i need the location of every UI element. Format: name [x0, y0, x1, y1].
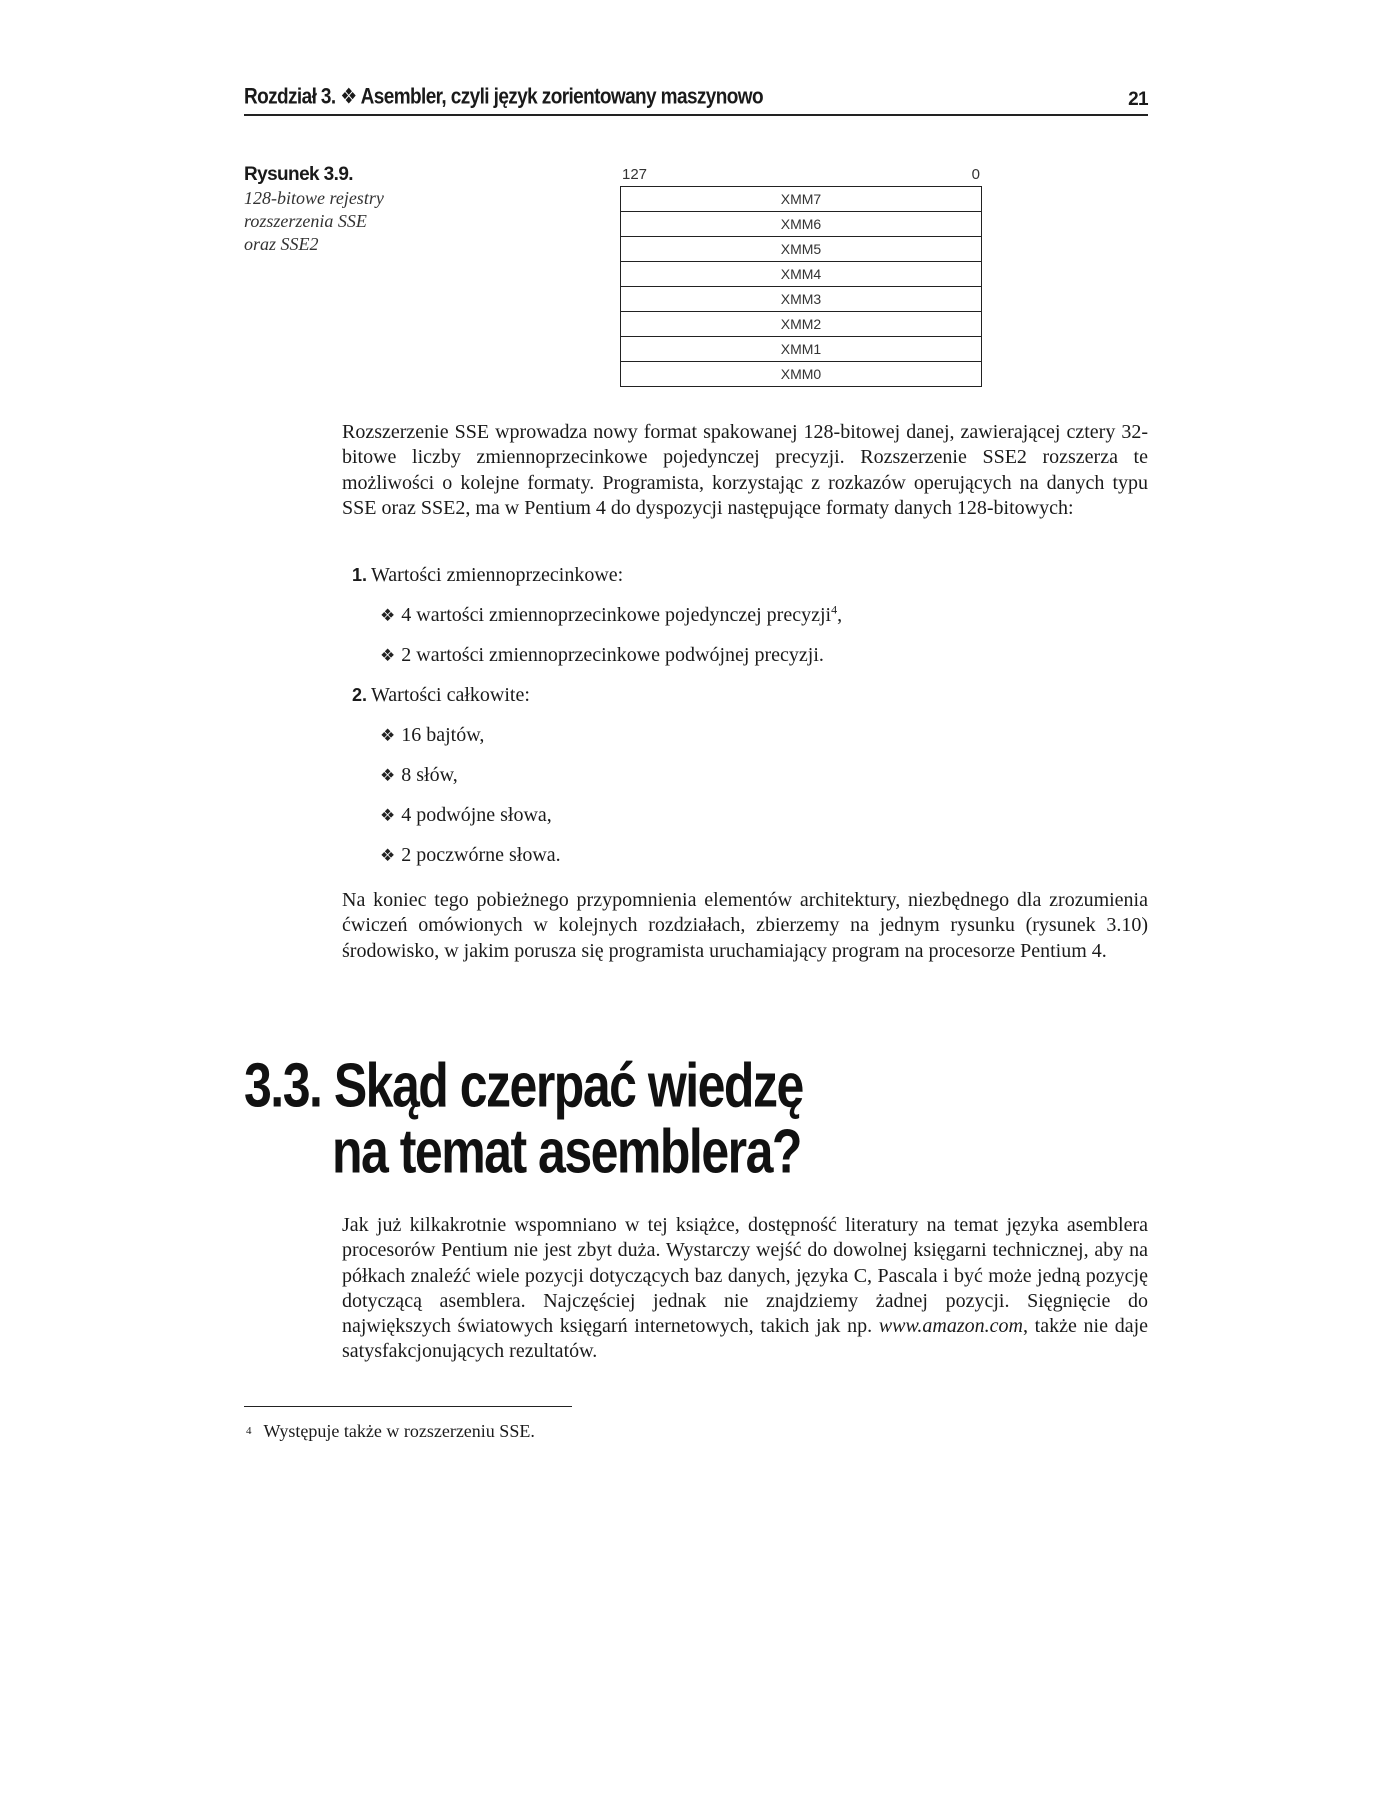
- list-number: 1.: [352, 565, 368, 585]
- body-paragraph: [342, 1213, 1148, 1365]
- footnote-reference: 4: [831, 602, 838, 617]
- diamond-bullet-icon: ❖: [380, 766, 396, 785]
- register-xmm0: XMM0: [780, 366, 822, 382]
- register-stack: [620, 186, 982, 387]
- section-number: 3.3.: [244, 1050, 322, 1120]
- sub-list-item: [380, 843, 561, 868]
- body-paragraph: Rozszerzenie SSE wprowadza nowy format spakowanej 128-bitowej danej, zawierającej cztery 32-bitowe liczby zmiennoprzecinkowe pojedynczej precyzji. Rozszerzenie SSE2 rozszerza te możliwości o kolejne formaty. Programista, korzystając z rozkazów operujących na danych typu SSE oraz SSE2, ma w Pentium 4 do dyspozycji następujące formaty danych 128-bitowych:: [342, 421, 1148, 519]
- sub-list-item: [380, 643, 824, 668]
- list-item-text: Wartości zmiennoprzecinkowe:: [371, 564, 624, 586]
- sub-list-item: [380, 803, 552, 828]
- diamond-bullet-icon: ❖: [380, 806, 396, 825]
- bit-low-label: 0: [971, 166, 980, 183]
- chapter-title: Rozdział 3. ❖ Asembler, czyli język zorientowany maszynowo: [244, 85, 763, 110]
- list-number: 2.: [352, 685, 368, 705]
- register-xmm7: XMM7: [621, 187, 981, 212]
- sub-list-item-text: 2 wartości zmiennoprzecinkowe podwójnej precyzji.: [401, 644, 824, 666]
- sub-list-item-text: 2 poczwórne słowa.: [401, 844, 561, 866]
- section-heading: [244, 1052, 803, 1184]
- section-title-line-2: na temat asemblera?: [332, 1116, 801, 1186]
- list-item-text: Wartości całkowite:: [371, 684, 530, 706]
- register-xmm3: XMM3: [621, 287, 981, 312]
- sub-list-item-text: 4 wartości zmiennoprzecinkowe pojedynczej precyzji: [401, 604, 832, 626]
- diamond-bullet-icon: ❖: [380, 646, 396, 665]
- sub-list-item: [380, 603, 842, 628]
- footnote-mark: 4: [246, 1425, 252, 1437]
- register-xmm1: XMM1: [621, 337, 981, 362]
- diamond-bullet-icon: ❖: [380, 606, 396, 625]
- web-address-link[interactable]: www.amazon.com: [878, 1315, 1023, 1338]
- figure-caption-line: rozszerzenia SSE: [244, 211, 367, 231]
- sub-list-item: [380, 763, 458, 788]
- bit-high-label: 127: [622, 166, 648, 183]
- figure-caption: [244, 163, 444, 256]
- paragraph-text-end: , także nie daje satysfakcjonujących rezultatów.: [342, 1315, 1149, 1363]
- body-paragraph: Na koniec tego pobieżnego przypomnienia elementów architektury, niezbędnego dla zrozumienia ćwiczeń omówionych w kolejnych rozdziałach, zbierzemy na jednym rysunku (rysunek 3.10) środowisko, w jakim porusza się programista uruchamiający program na procesorze Pentium 4.: [342, 889, 1148, 962]
- sub-list-item-text: 16 bajtów,: [401, 724, 485, 746]
- register-xmm6: XMM6: [621, 212, 981, 237]
- sub-list-item-suffix: ,: [837, 604, 843, 626]
- figure-caption-line: oraz SSE2: [244, 234, 319, 254]
- sub-list-item: [380, 723, 484, 748]
- list-item-2: [352, 683, 530, 708]
- section-title-line-1: Skąd czerpać wiedzę: [333, 1050, 803, 1120]
- figure-label: Rysunek 3.9.: [244, 164, 353, 185]
- sub-list-item-text: 4 podwójne słowa,: [401, 804, 552, 826]
- footnote-text: Występuje także w rozszerzeniu SSE.: [263, 1421, 535, 1441]
- paragraph-text: Jak już kilkakrotnie wspomniano w tej książce, dostępność literatury na temat języka asemblera procesorów Pentium nie jest zbyt duża. Wystarczy wejść do dowolnej księgarni technicznej, aby na półkach znaleźć wiele pozycji dotyczących baz danych, języka C, Pascala i być może jedną pozycję dotyczącą asemblera. Najczęściej jednak nie znajdziemy żadnej pozycji. Sięgnięcie do największych światowych księgarń internetowych, takich jak np.: [342, 1214, 1148, 1338]
- register-xmm4: XMM4: [621, 262, 981, 287]
- register-diagram: [620, 166, 982, 387]
- bit-labels: [620, 166, 982, 186]
- page-number: 21: [1128, 89, 1148, 110]
- figure-caption-line: 128-bitowe rejestry: [244, 188, 384, 208]
- figure-description: [244, 187, 444, 256]
- register-xmm5: XMM5: [621, 237, 981, 262]
- list-item-1: [352, 563, 623, 588]
- diamond-bullet-icon: ❖: [380, 846, 396, 865]
- sub-list-item-text: 8 słów,: [401, 764, 458, 786]
- register-xmm2: XMM2: [621, 312, 981, 337]
- running-header: [244, 85, 1148, 116]
- diamond-bullet-icon: ❖: [380, 726, 396, 745]
- footnote-divider: [244, 1406, 572, 1407]
- footnote: [246, 1420, 535, 1442]
